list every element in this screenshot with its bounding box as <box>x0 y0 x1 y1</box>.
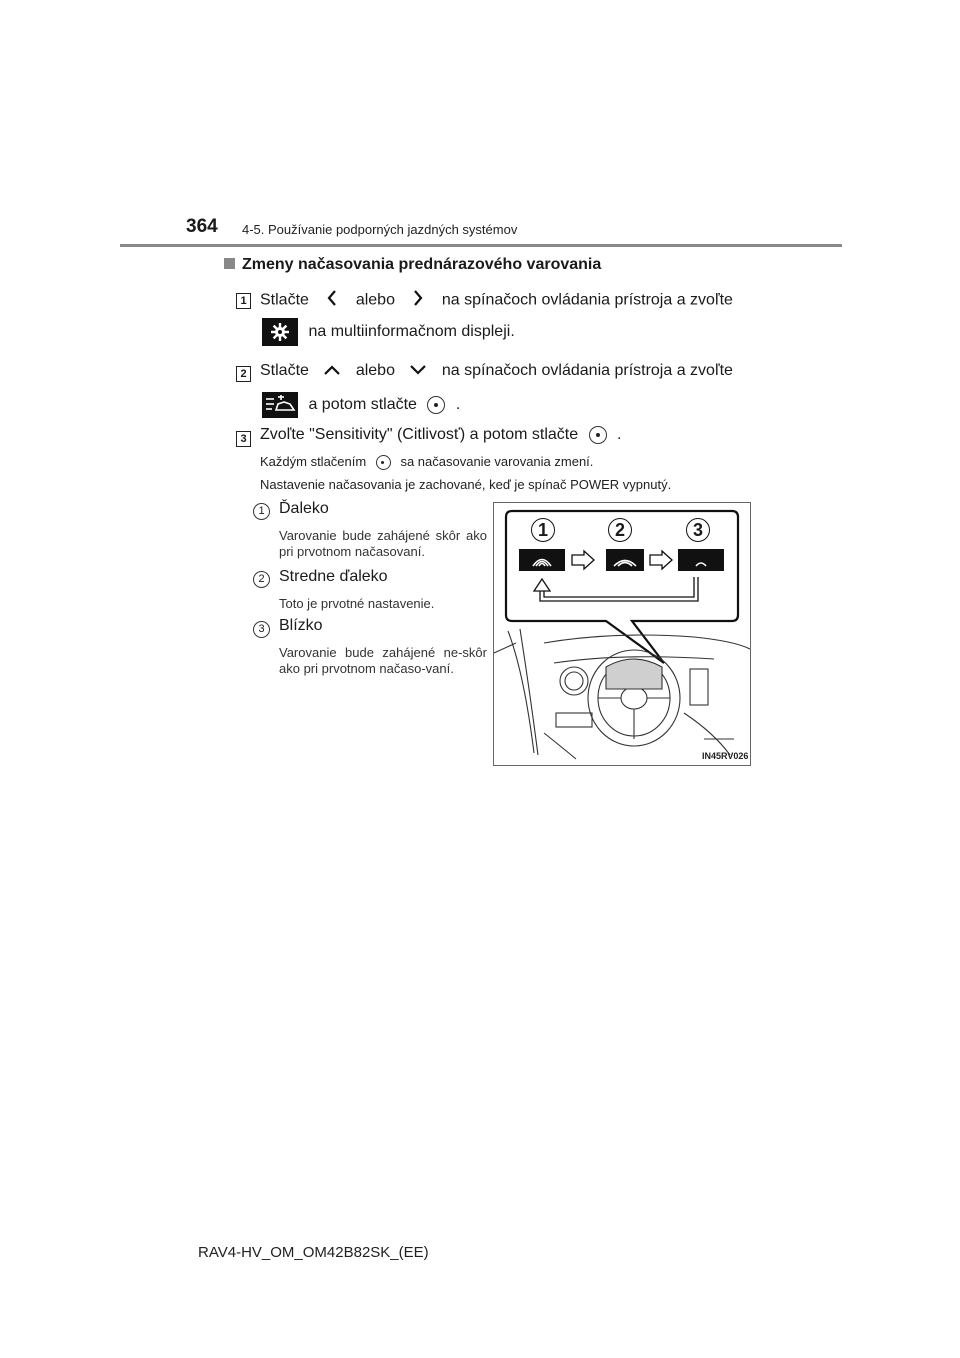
step-2-line-1 <box>260 362 760 380</box>
chapter-title: 4-5. Používanie podporných jazdných systémov <box>242 222 518 237</box>
note-line-2: Nastavenie načasovania je zachované, keď je spínač POWER vypnutý. <box>260 477 672 492</box>
note-line-1 <box>260 454 593 470</box>
pre-collision-system-icon <box>262 392 298 418</box>
page-number: 364 <box>186 216 218 237</box>
option-3-number: 3 <box>253 619 270 638</box>
figure-label-1: 1 <box>531 518 555 542</box>
chevron-right-icon <box>413 290 423 311</box>
option-1-title: Ďaleko <box>279 500 329 517</box>
figure-code: IN45RV026 <box>702 751 749 761</box>
option-2-number: 2 <box>253 569 270 588</box>
ok-button-icon <box>427 396 445 414</box>
step-1-line-2-text: na multiinformačnom displeji. <box>308 323 515 341</box>
note-1-post: sa načasovanie varovania zmení. <box>400 454 594 469</box>
header-rule <box>120 244 842 247</box>
step-3-post: . <box>617 426 622 444</box>
note-1-pre: Každým stlačením <box>260 454 367 469</box>
settings-gear-icon <box>262 318 298 346</box>
step-3-line-1 <box>260 426 621 444</box>
section-title-text: Zmeny načasovania prednárazového varovania <box>242 256 602 273</box>
option-2-title: Stredne ďaleko <box>279 568 388 585</box>
step-2-line-2 <box>262 392 460 418</box>
figure-label-2: 2 <box>608 518 632 542</box>
option-2-description: Toto je prvotné nastavenie. <box>279 596 435 611</box>
step-2-number: 2 <box>236 364 251 382</box>
option-3-title: Blízko <box>279 617 323 634</box>
dashboard-illustration <box>494 503 750 765</box>
step-2-line-2-pre: a potom stlačte <box>308 396 417 414</box>
chevron-up-icon <box>323 362 341 380</box>
step-2-line-2-post: . <box>455 396 461 414</box>
option-1-description: Varovanie bude zahájené skôr ako pri prvotnom načasovaní. <box>279 528 487 559</box>
section-bullet-icon <box>224 258 235 269</box>
footer-doc-id: RAV4-HV_OM_OM42B82SK_(EE) <box>198 1244 429 1261</box>
step-1-post: na spínačoch ovládania prístroja a zvoľte <box>441 291 733 309</box>
step-3-pre: Zvoľte "Sensitivity" (Citlivosť) a potom stlačte <box>260 426 579 444</box>
section-title <box>224 256 601 274</box>
ok-button-icon <box>376 455 391 470</box>
chevron-down-icon <box>409 362 427 380</box>
step-2-pre: Stlačte <box>260 362 309 380</box>
step-2-post: na spínačoch ovládania prístroja a zvoľte <box>441 362 733 380</box>
sensitivity-figure <box>493 502 751 766</box>
option-3-description: Varovanie bude zahájené ne-skôr ako pri prvotnom načaso-vaní. <box>279 645 487 676</box>
step-2-or: alebo <box>355 362 395 380</box>
option-1-number: 1 <box>253 501 270 520</box>
step-1-pre: Stlačte <box>260 291 309 309</box>
step-1-number: 1 <box>236 291 251 309</box>
step-1-line-2 <box>262 318 515 346</box>
step-3-number: 3 <box>236 429 251 447</box>
figure-label-3: 3 <box>686 518 710 542</box>
step-1-or: alebo <box>355 291 395 309</box>
ok-button-icon <box>589 426 607 444</box>
step-1-line-1 <box>260 290 760 311</box>
chevron-left-icon <box>327 290 337 311</box>
